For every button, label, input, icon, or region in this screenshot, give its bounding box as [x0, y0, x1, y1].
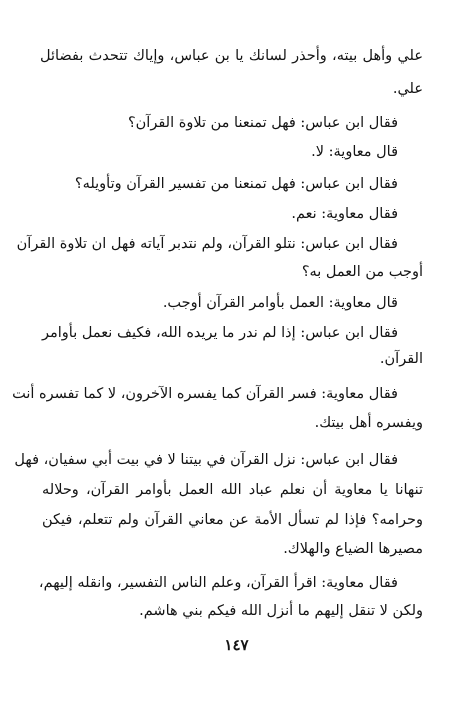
- text-line-10: فقال ابن عباس: إذا لم ندر ما يريده الله، فكيف نعمل بأوامر: [42, 325, 398, 341]
- text-line-3: فقال ابن عباس: فهل تمنعنا من تلاوة القرآن؟: [127, 115, 398, 131]
- text-line-18: فقال معاوية: اقرأ القرآن، وعلم الناس التفسير، وانقله إليهم،: [38, 575, 398, 591]
- text-line-13: ويفسره أهل بيتك.: [314, 415, 423, 431]
- text-line-15: تنهانا يا معاوية أن نعلم عباد الله العمل بأوامر القرآن، وحلاله: [42, 482, 423, 498]
- text-line-12: فقال معاوية: فسر القرآن كما يفسره الآخرون، لا كما تفسره أنت: [12, 386, 398, 402]
- text-line-17: مصيرها الضياع والهلاك.: [283, 541, 423, 557]
- text-line-14: فقال ابن عباس: نزل القرآن في بيتنا لا في بيت أبي سفيان، فهل: [14, 452, 398, 468]
- text-line-1: علي وأهل بيته، وأحذر لسانك يا بن عباس، وإياك تتحدث بفضائل: [40, 48, 423, 64]
- text-line-16: وحرامه؟ فإذا لم تسأل الأمة عن معاني القرآن ولم تتعلم، فيكن: [42, 512, 423, 528]
- text-line-19: ولكن لا تنقل إليهم ما أنزل الله فيكم بني هاشم.: [139, 603, 423, 619]
- text-line-9: قال معاوية: العمل بأوامر القرآن أوجب.: [162, 295, 398, 311]
- text-line-4: قال معاوية: لا.: [311, 144, 398, 160]
- text-line-5: فقال ابن عباس: فهل تمنعنا من تفسير القرآن وتأويله؟: [74, 176, 398, 192]
- text-line-11: القرآن.: [379, 351, 423, 367]
- page-number: ١٤٧: [224, 636, 249, 654]
- text-line-2: علي.: [392, 81, 423, 97]
- text-line-7: فقال ابن عباس: نتلو القرآن، ولم نتدبر آياته فهل ان تلاوة القرآن: [16, 236, 398, 252]
- text-line-6: فقال معاوية: نعم.: [291, 206, 398, 222]
- text-line-8: أوجب من العمل به؟: [301, 264, 423, 280]
